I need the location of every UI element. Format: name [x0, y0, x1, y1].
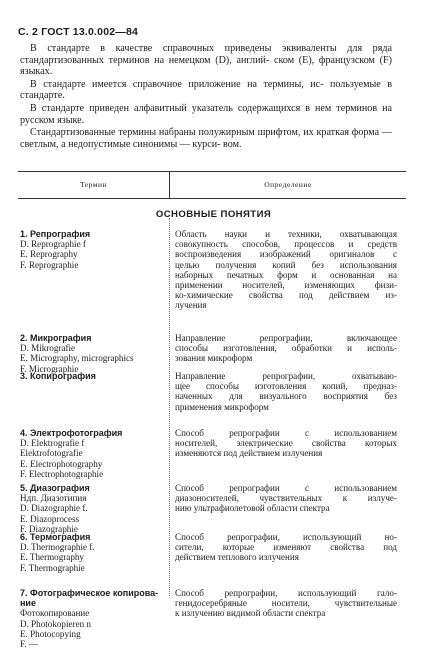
term-name: 4. Электрофотография: [20, 428, 123, 438]
definition-line: совокупность способов, процессов и средств: [175, 239, 397, 250]
intro-line: нем терминов на русском языке.: [20, 102, 392, 126]
term-equivalent: E. Photocopying: [20, 628, 81, 639]
term-cell: [20, 532, 168, 573]
intro-line: пользуемые в стандарте.: [20, 78, 392, 102]
definition-line: применении носителей, изменяющих физи-: [175, 280, 397, 291]
term-equivalent: E. Electrophotography: [20, 458, 103, 469]
definition-line: воспроизведения изображений оригиналов с: [175, 249, 397, 260]
intro-paragraph: [20, 43, 392, 78]
term-name: 3. Копирография: [20, 371, 96, 381]
term-cell: [20, 229, 168, 270]
definition-line: щее способы изготовления копий, предназ-: [175, 381, 397, 392]
table-header: [18, 171, 406, 199]
definition-line: ко-химические свойства под действием из-: [175, 290, 397, 301]
term-equivalent: D. Elektrografie f: [20, 438, 85, 449]
definition-cell: [175, 371, 397, 412]
term-name: 1. Репрография: [20, 229, 91, 239]
page-header: С. 2 ГОСТ 13.0.002—84: [18, 26, 139, 38]
term-cell: [20, 483, 168, 534]
term-equivalent: Фотокопирование: [20, 608, 90, 619]
definition-cell: [175, 532, 397, 563]
term-equivalent: E. Diazoprocess: [20, 513, 80, 524]
definition-line: сители, которые изменяют свойства под: [175, 542, 397, 553]
term-name: 6. Термография: [20, 532, 91, 542]
definition-cell: [175, 428, 397, 459]
definition-line: наборных печатных форм и основанная на: [175, 269, 397, 280]
term-equivalent: D. Thermographie f.: [20, 542, 95, 553]
intro-line: вом.: [223, 138, 242, 150]
definition-line: Способ репрографии, использующий но-: [175, 532, 397, 542]
definition-line: генидосеребряные носители, чувствительные: [175, 598, 397, 609]
definition-line: Способ репрографии, использующий гало-: [175, 588, 397, 598]
term-equivalent: F. Micrographie: [20, 363, 79, 374]
intro-line: В стандарте в качестве справочных приведены эквиваленты: [30, 43, 337, 54]
term-equivalent: E. Micrography, micrographics: [20, 353, 134, 364]
term-equivalent: Elektrofotografie: [20, 448, 83, 459]
definition-line: Область науки и техники, охватывающая: [175, 229, 397, 239]
definition-line: Направление репрографии, включающее: [175, 333, 397, 343]
term-equivalent: E. Thermography: [20, 552, 84, 563]
definition-line: Направление репрографии, охватываю-: [175, 371, 397, 381]
term-cell: [20, 588, 168, 649]
term-equivalent: F. —: [20, 639, 38, 649]
term-cell: [20, 371, 168, 381]
column-divider: [169, 218, 170, 596]
intro-paragraph: [20, 103, 392, 126]
definition-line: целью получения копий без использования: [175, 259, 397, 270]
definition-line: Способ репрографии с использованием: [175, 428, 397, 438]
section-title: ОСНОВНЫЕ ПОНЯТИЯ: [155, 209, 272, 220]
definition-cell: [175, 483, 397, 514]
intro-paragraph: [20, 127, 392, 150]
definition-line: способы изготовления, обработки и исполь-: [175, 343, 397, 354]
term-equivalent: E. Reprography: [20, 249, 78, 260]
term-equivalent: F. Diazographie: [20, 523, 78, 534]
term-name: ние: [20, 598, 36, 609]
table-header-definition: Определение: [264, 180, 312, 189]
definition-line: действием теплового излучения: [175, 552, 299, 563]
table-header-term: Термин: [79, 180, 108, 189]
intro-paragraph: [20, 79, 392, 102]
definition-line: применения микроформ: [175, 401, 269, 412]
definition-line: к излучению видимой области спектра: [175, 608, 326, 619]
intro-line: их краткая форма — светлым, а недопустимые синонимы — курси-: [20, 127, 393, 150]
intro-line: В стандарте приведен алфавитный указатель содержащихся в: [30, 102, 311, 114]
definition-line: лучения: [175, 300, 207, 311]
term-name: 5. Диазография: [20, 483, 90, 493]
term-equivalent: D. Photokopieren n: [20, 618, 91, 629]
term-equivalent: D. Mikrografie: [20, 343, 76, 354]
intro-text: [20, 43, 392, 151]
term-equivalent: F. Electrophotographie: [20, 468, 104, 479]
intro-line: Стандартизованные термины набраны полужирным шрифтом,: [30, 127, 301, 139]
term-cell: [20, 428, 168, 479]
intro-line: В стандарте имеется справочное приложение на термины, ис-: [30, 78, 324, 90]
definition-cell: [175, 588, 397, 619]
definition-cell: [175, 333, 397, 364]
definition-line: зования микроформ: [175, 353, 253, 364]
intro-line: для ряда стандартизованных терминов на немецком (D), англий-: [20, 43, 392, 66]
definition-cell: [175, 229, 397, 311]
term-name: 2. Микрография: [20, 333, 92, 343]
definition-line: нию ультрафиолетовой области спектра: [175, 503, 330, 514]
term-equivalent: D. Diazographie f.: [20, 503, 88, 514]
term-cell: [20, 333, 168, 374]
term-equivalent: D. Reprographie f: [20, 239, 86, 250]
definition-line: Способ репрографии с использованием: [175, 483, 397, 493]
term-equivalent: F. Thermographie: [20, 562, 85, 573]
definition-line: диазоносителей, чувствительных к излуче-: [175, 493, 397, 504]
definition-line: наченных для визуального восприятия без: [175, 391, 397, 402]
term-equivalent: F. Reprographie: [20, 259, 79, 270]
intro-line: ском (E), французском (F) языках.: [20, 54, 392, 78]
term-equivalent: Ндп. Диазотипия: [20, 493, 87, 504]
definition-line: носителей, электрические свойства которых: [175, 438, 397, 449]
definition-line: изменяются под действием излучения: [175, 448, 323, 459]
term-name: 7. Фотографическое копирова-: [20, 588, 159, 598]
